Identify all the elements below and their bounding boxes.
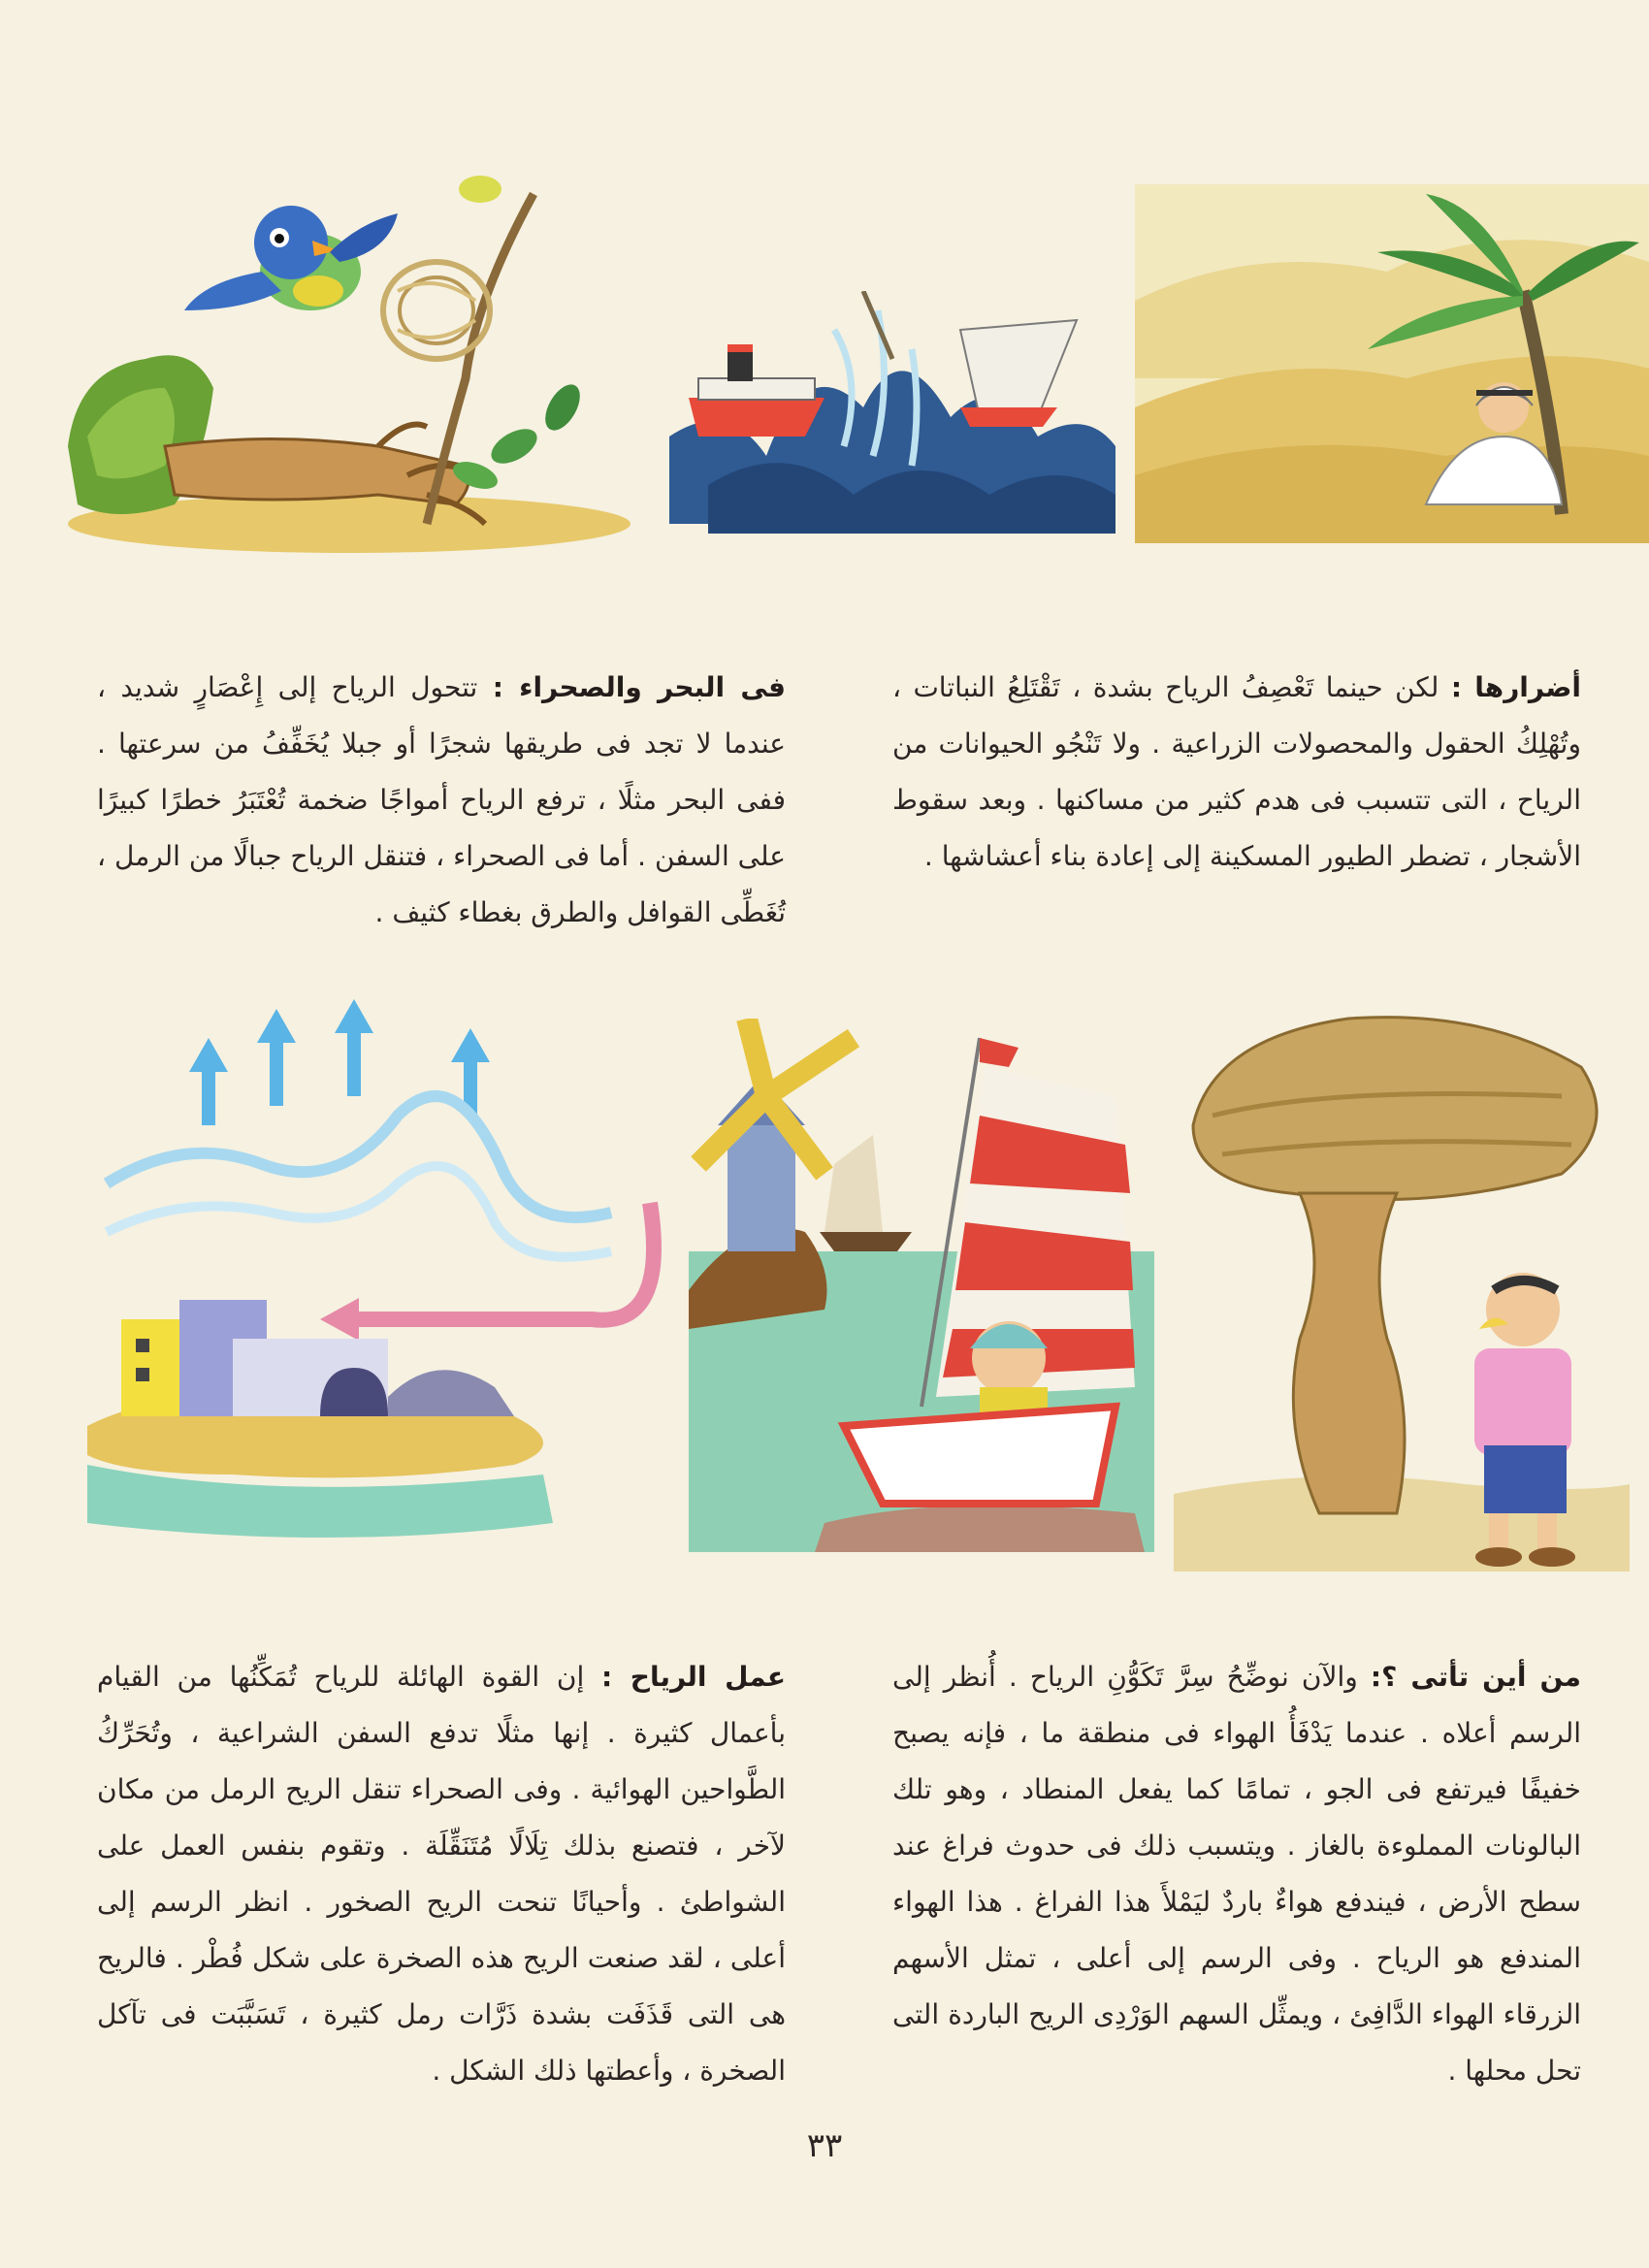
- work-paragraph: [97, 1649, 786, 2099]
- damage-body: لكن حينما تَعْصِفُ الرياح بشدة ، تَقْتَلِعُ النباتات ، وتُهْلِكُ الحقول والمحصولات الزراعية . ولا تَنْجُو الحيوانات من الرياح ، التى تتسبب فى هدم كثير من مساكنها . وبعد سقوط الأشجار ، تضطر الطيور المسكينة إلى إعادة بناء أعشاشها .: [892, 671, 1581, 872]
- work-body: إن القوة الهائلة للرياح تُمَكِّنُها من القيام بأعمال كثيرة . إنها مثلًا تدفع السفن الشراعية ، وتُحَرِّكُ الطَّواحين الهوائية . وفى الصحراء تنقل الريح الرمل من مكان لآخر ، فتصنع بذلك تِلَالًا مُتَنَقِّلَة . وتقوم بنفس العمل على الشواطئ . وأحيانًا تنحت الريح الصخور . انظر الرسم إلى أعلى ، لقد صنعت الريح هذه الصخرة على شكل فُطْر . فالريح هى التى قَذَفَت بشدة ذَرَّات رمل كثيرة ، تَسَبَّبَت فى تآكل الصخرة ، وأعطتها ذلك الشكل .: [97, 1661, 786, 2087]
- wind-formation-illustration: [87, 999, 679, 1552]
- desert-sandstorm-illustration: [1135, 184, 1649, 543]
- fallen-tree-bird-illustration: [58, 155, 640, 563]
- sea-desert-paragraph: [97, 660, 786, 941]
- sea-desert-body: تتحول الرياح إلى إِعْصَارٍ شديد ، عندما لا تجد فى طريقها شجرًا أو جبلا يُخَفِّفُ من سرعتها . ففى البحر مثلًا ، ترفع الرياح أمواجًا ضخمة تُعْتَبَرُ خطرًا كبيرًا على السفن . أما فى الصحراء ، فتنقل الرياح جبالًا من الرمل ، تُغَطِّى القوافل والطرق بغطاء كثيف .: [97, 671, 786, 928]
- mushroom-rock-illustration: [1174, 1009, 1630, 1571]
- damage-heading: أضرارها :: [1450, 671, 1581, 703]
- origin-heading: من أين تأتى ؟:: [1370, 1661, 1581, 1693]
- damage-paragraph: [892, 660, 1581, 885]
- page-number: ٣٣: [806, 2126, 843, 2165]
- sea-desert-heading: فى البحر والصحراء :: [492, 671, 787, 703]
- origin-body: والآن نوضِّحُ سِرَّ تَكَوُّنِ الرياح . أُنظر إلى الرسم أعلاه . عندما يَدْفَأُ الهواء فى منطقة ما ، فإنه يصبح خفيفًا فيرتفع فى الجو ، تمامًا كما يفعل المنطاد ، وهو تلك البالونات المملوءة بالغاز . ويتسبب ذلك فى حدوث فراغ عند سطح الأرض ، فيندفع هواءٌ باردٌ ليَمْلأَ هذا الفراغ . هذا الهواء المندفع هو الرياح . وفى الرسم إلى أعلى ، تمثل الأسهم الزرقاء الهواء الدَّافِئ ، ويمثِّل السهم الوَرْدِى الريح الباردة التى تحل محلها .: [892, 1661, 1581, 2087]
- windmill-sailboat-illustration: [689, 1019, 1154, 1552]
- work-heading: عمل الرياح :: [601, 1661, 786, 1693]
- ship-storm-illustration: [669, 291, 1116, 543]
- origin-paragraph: [892, 1649, 1581, 2099]
